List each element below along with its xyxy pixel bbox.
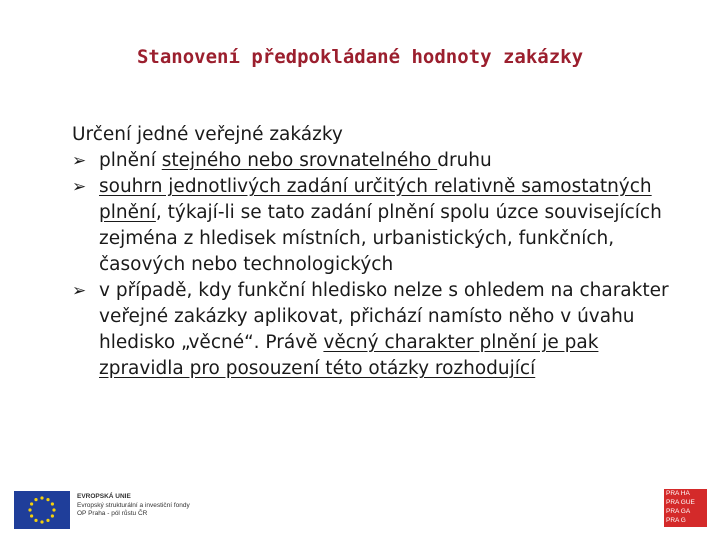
eu-star-icon [46, 519, 49, 522]
eu-funding-text [77, 493, 190, 519]
bullet-text-segment: druhu [437, 150, 492, 171]
bullet-text-segment: , týkají-li se tato zadání plnění spolu úzce souvisejících zejména z hledisek místních, urbanistických, funkčních, časových nebo technologických [99, 202, 662, 275]
bullet-list [72, 148, 672, 382]
eu-star-icon [28, 508, 31, 511]
section-heading: Určení jedné veřejné zakázky [72, 124, 343, 145]
footer [0, 485, 720, 540]
eu-star-icon [40, 520, 43, 523]
eu-star-icon [40, 496, 43, 499]
bullet-text-segment: plnění [99, 150, 162, 171]
praha-line: PRA GUE [666, 499, 695, 506]
eu-star-icon [51, 502, 54, 505]
slide-title: Stanovení předpokládané hodnoty zakázky [136, 46, 584, 68]
eu-line: OP Praha - pól růstu ČR [77, 510, 148, 517]
eu-star-icon [34, 498, 37, 501]
praha-logo [664, 489, 707, 527]
arrow-bullet-icon: ➢ [72, 281, 87, 301]
bullet-item [72, 148, 672, 174]
bullet-item [72, 278, 672, 382]
bullet-text-segment: věcný charakter plnění je pak zpravidla pro posouzení této otázky rozhodující [99, 332, 599, 379]
eu-line: EVROPSKÁ UNIE [77, 493, 131, 500]
eu-star-icon [30, 514, 33, 517]
praha-line: PRA G [666, 517, 686, 524]
eu-star-icon [30, 502, 33, 505]
arrow-bullet-icon: ➢ [72, 151, 87, 171]
bullet-text-segment: stejného nebo srovnatelného [161, 150, 438, 171]
bullet-text-segment: souhrn jednotlivých zadání určitých relativně samostatných plnění [99, 176, 652, 223]
eu-star-icon [34, 519, 37, 522]
arrow-bullet-icon: ➢ [72, 177, 87, 197]
praha-line: PRA GA [666, 508, 691, 515]
eu-line: Evropský strukturální a investiční fondy [77, 501, 190, 509]
eu-star-icon [52, 508, 55, 511]
praha-line: PRA HA [666, 490, 690, 497]
bullet-item [72, 174, 672, 278]
eu-star-icon [46, 498, 49, 501]
slide-content [72, 122, 672, 382]
bullet-text-segment: v případě, kdy funkční hledisko nelze s ohledem na charakter veřejné zakázky aplikovat, přichází namísto něho v úvahu hledisko „věcné“. Právě [99, 280, 669, 353]
eu-star-icon [51, 514, 54, 517]
eu-flag-logo [14, 491, 70, 529]
